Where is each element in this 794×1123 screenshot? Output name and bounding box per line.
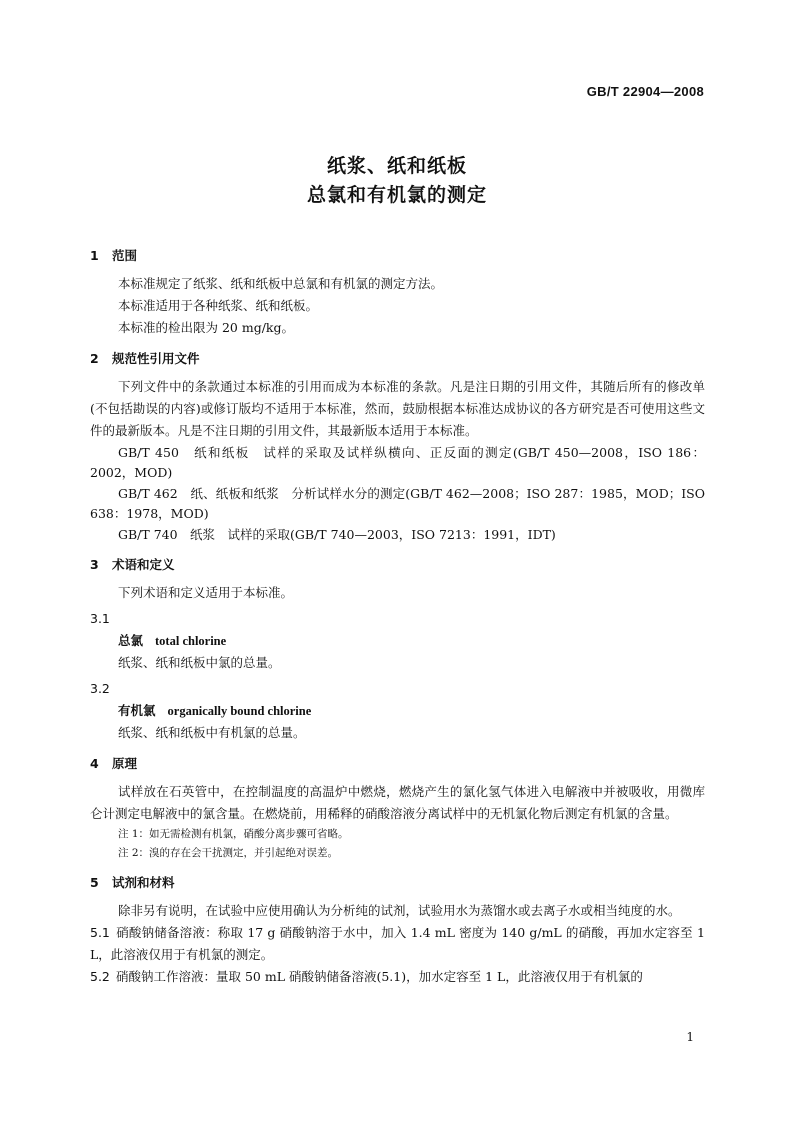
section-number: 5 bbox=[90, 875, 99, 890]
section-number: 1 bbox=[90, 248, 99, 263]
section-title: 规范性引用文件 bbox=[112, 351, 200, 366]
term-zh: 有机氯 bbox=[118, 703, 156, 718]
standard-code: GB/T 22904—2008 bbox=[586, 84, 704, 99]
paragraph: 本标准规定了纸浆、纸和纸板中总氯和有机氯的测定方法。 bbox=[118, 276, 444, 291]
paragraph: 下列文件中的条款通过本标准的引用而成为本标准的条款。凡是注日期的引用文件，其随后所有的修改单(不包括勘误的内容)或修订版均不适用于本标准，然而，鼓励根据本标准达成协议的各方研究是否可使用这些文件的最新版本。凡是不注日期的引用文件，其最新版本适用于本标准。 bbox=[90, 379, 705, 438]
term-number: 3.1 bbox=[90, 611, 110, 626]
section-number: 3 bbox=[90, 557, 99, 572]
term-entry bbox=[90, 630, 705, 652]
page-number: 1 bbox=[686, 1030, 694, 1044]
note: 注 2：溴的存在会干扰测定，并引起绝对误差。 bbox=[118, 847, 339, 859]
reference-item: GB/T 462 纸、纸板和纸浆 分析试样水分的测定(GB/T 462—2008；ISO 287：1985，MOD；ISO 638：1978，MOD) bbox=[90, 486, 705, 521]
term-definition: 纸浆、纸和纸板中有机氯的总量。 bbox=[118, 725, 306, 740]
clause-text: 硝酸钠储备溶液：称取 17 g 硝酸钠溶于水中，加入 1.4 mL 密度为 140 g/mL 的硝酸，再加水定容至 1 L，此溶液仅用于有机氯的测定。 bbox=[90, 925, 705, 962]
section-heading-terms bbox=[90, 554, 705, 576]
paragraph: 下列术语和定义适用于本标准。 bbox=[118, 585, 294, 600]
section-number: 4 bbox=[90, 756, 99, 771]
term-entry bbox=[90, 700, 705, 722]
section-title: 原理 bbox=[112, 756, 138, 771]
note: 注 1：如无需检测有机氯，硝酸分离步骤可省略。 bbox=[118, 828, 349, 840]
reference-item: GB/T 450 纸和纸板 试样的采取及试样纵横向、正反面的测定(GB/T 450—2008，ISO 186：2002，MOD) bbox=[90, 445, 705, 480]
term-definition: 纸浆、纸和纸板中氯的总量。 bbox=[118, 655, 281, 670]
term-en: total chlorine bbox=[155, 634, 227, 648]
document-body bbox=[90, 245, 705, 988]
section-number: 2 bbox=[90, 351, 99, 366]
term-number: 3.2 bbox=[90, 681, 110, 696]
paragraph: 本标准的检出限为 20 mg/kg。 bbox=[118, 320, 294, 335]
term-en: organically bound chlorine bbox=[167, 704, 312, 718]
paragraph: 本标准适用于各种纸浆、纸和纸板。 bbox=[118, 298, 319, 313]
clause-number: 5.1 bbox=[90, 925, 110, 940]
term-zh: 总氯 bbox=[118, 633, 144, 648]
section-heading-scope bbox=[90, 245, 705, 267]
clause-text: 硝酸钠工作溶液：量取 50 mL 硝酸钠储备溶液(5.1)，加水定容至 1 L，此溶液仅用于有机氯的 bbox=[116, 969, 643, 984]
document-title-line1: 纸浆、纸和纸板 bbox=[326, 155, 467, 177]
clause bbox=[90, 922, 705, 966]
document-title-line2: 总氯和有机氯的测定 bbox=[306, 184, 487, 206]
clause-number: 5.2 bbox=[90, 969, 110, 984]
paragraph: 试样放在石英管中，在控制温度的高温炉中燃烧，燃烧产生的氯化氢气体进入电解液中并被吸收，用微库仑计测定电解液中的氯含量。在燃烧前，用稀释的硝酸溶液分离试样中的无机氯化物后测定有机氯的含量。 bbox=[90, 784, 705, 821]
section-heading-reagents bbox=[90, 872, 705, 894]
clause bbox=[90, 966, 705, 988]
section-title: 试剂和材料 bbox=[112, 875, 175, 890]
section-title: 术语和定义 bbox=[112, 557, 175, 572]
section-title: 范围 bbox=[112, 248, 138, 263]
section-heading-principle bbox=[90, 753, 705, 775]
reference-item: GB/T 740 纸浆 试样的采取(GB/T 740—2003，ISO 7213：1991，IDT) bbox=[118, 527, 556, 542]
section-heading-normative-references bbox=[90, 348, 705, 370]
paragraph: 除非另有说明，在试验中应使用确认为分析纯的试剂，试验用水为蒸馏水或去离子水或相当纯度的水。 bbox=[118, 903, 681, 918]
